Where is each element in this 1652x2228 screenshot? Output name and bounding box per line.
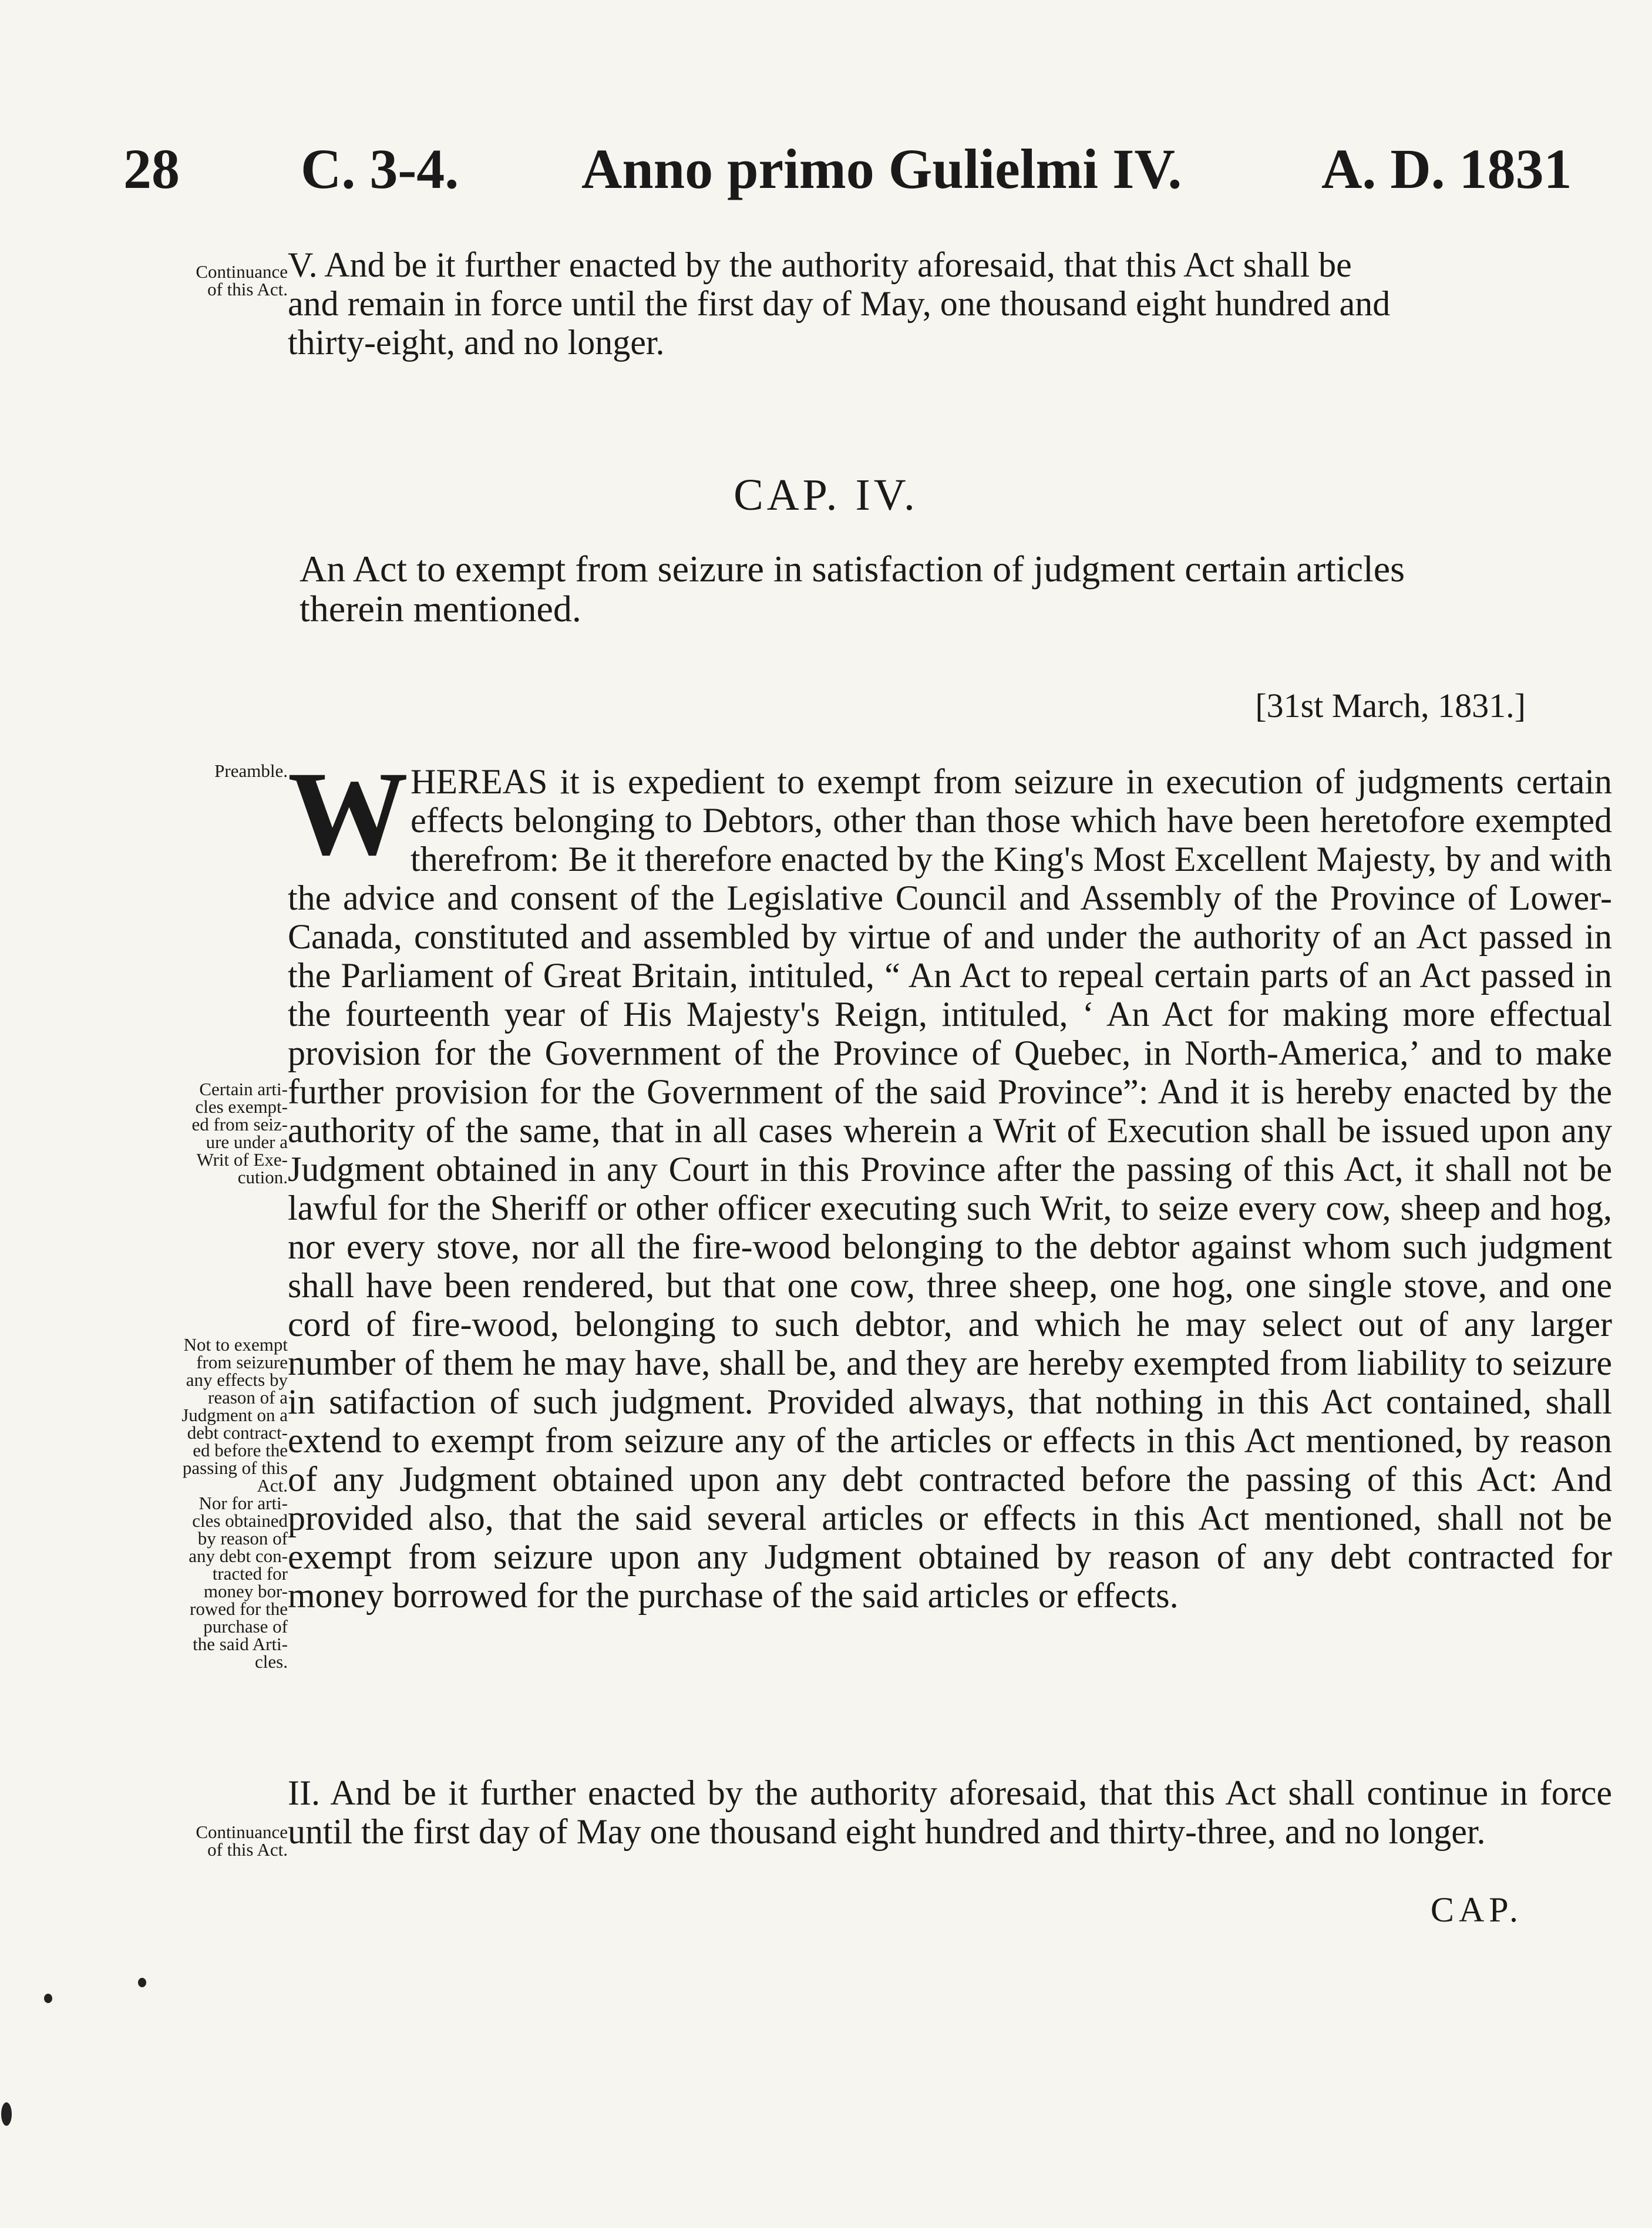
margin-note-preamble: Preamble. — [214, 760, 288, 781]
chapter-reference: C. 3-4. — [301, 137, 459, 200]
page-number: 28 — [123, 137, 180, 200]
act-title: An Act to exempt from seizure in satisfaction of judgment certain articles therein mentioned. — [300, 548, 1405, 630]
act-date: [31st March, 1831.] — [1255, 686, 1526, 725]
margin-note-continuance-2: Continuance of this Act. — [196, 1822, 288, 1860]
margin-note-certain-articles: Certain arti- cles exempt- ed from seiz- ure under a Writ of Exe- cution. — [191, 1079, 288, 1187]
preamble-paragraph — [288, 747, 1612, 1615]
running-title: Anno primo Gulielmi IV. — [581, 137, 1182, 200]
ink-speck — [138, 1978, 146, 1987]
cap-heading: CAP. IV. — [734, 470, 918, 520]
ink-speck — [44, 1994, 52, 2003]
ink-speck — [1, 2102, 12, 2126]
margin-note-not-to-exempt: Not to exempt from seizure any effects by reason of a Judgment on a debt contract- ed before the passing of this Act. Nor for arti- cles obtained by reason of any debt con- tracted for money bor- rowed for the purchase of the said Arti- cles. — [181, 1334, 288, 1672]
section-v-text: V. And be it further enacted by the authority aforesaid, that this Act shall be and remain in force until the first day of May, one thousand eight hundred and thirty-eight, and no longer. — [288, 245, 1391, 362]
margin-note-continuance: Continuance of this Act. — [196, 261, 288, 299]
drop-cap: W — [288, 747, 402, 880]
preamble-text: HEREAS it is expedient to exempt from seizure in execution of judgments certain effects belonging to Debtors, other than those which have been heretofore exempted therefrom: Be it therefore enacted by the King's Most Excellent Majesty, by and with the advice and consent of the Legislative Council and Assembly of the Province of Lower-Canada, constituted and assembled by virtue of and under the authority of an Act passed in the Parliament of Great Britain, intituled, “ An Act to repeal certain parts of an Act passed in the fourteenth year of His Majesty's Reign, intituled, ‘ An Act for making more effectual provision for the Government of the Province of Quebec, in North-America,’ and to make further provision for the Government of the said Province”: And it is hereby enacted by the authority of the same, that in all cases wherein a Writ of Execution shall be issued upon any Judgment obtained in any Court in this Province after the passing of this Act, it shall not be lawful for the Sheriff or other officer executing such Writ, to seize every cow, sheep and hog, nor every stove, nor all the fire-wood belonging to the debtor against whom such judgment shall have been rendered, but that one cow, three sheep, one hog, one single stove, and one cord of fire-wood, belonging to such debtor, and which he may select out of any larger number of them he may have, shall be, and they are hereby exempted from liability to seizure in satifaction of such judgment. Provided always, that nothing in this Act contained, shall extend to exempt from seizure any of the articles or effects in this Act mentioned, by reason of any Judgment obtained upon any debt contracted before the passing of this Act: And provided also, that the said several articles or effects in this Act mentioned, shall not be exempt from seizure upon any Judgment obtained by reason of any debt contracted for money borrowed for the purchase of the said articles or effects. — [288, 762, 1612, 1615]
year-label: A. D. 1831 — [1321, 137, 1572, 200]
section-ii-text: II. And be it further enacted by the authority aforesaid, that this Act shall continue in force until the first day of May one thousand eight hundred and thirty-three, and no longer. — [288, 1773, 1612, 1851]
catchword: CAP. — [1430, 1890, 1523, 1929]
